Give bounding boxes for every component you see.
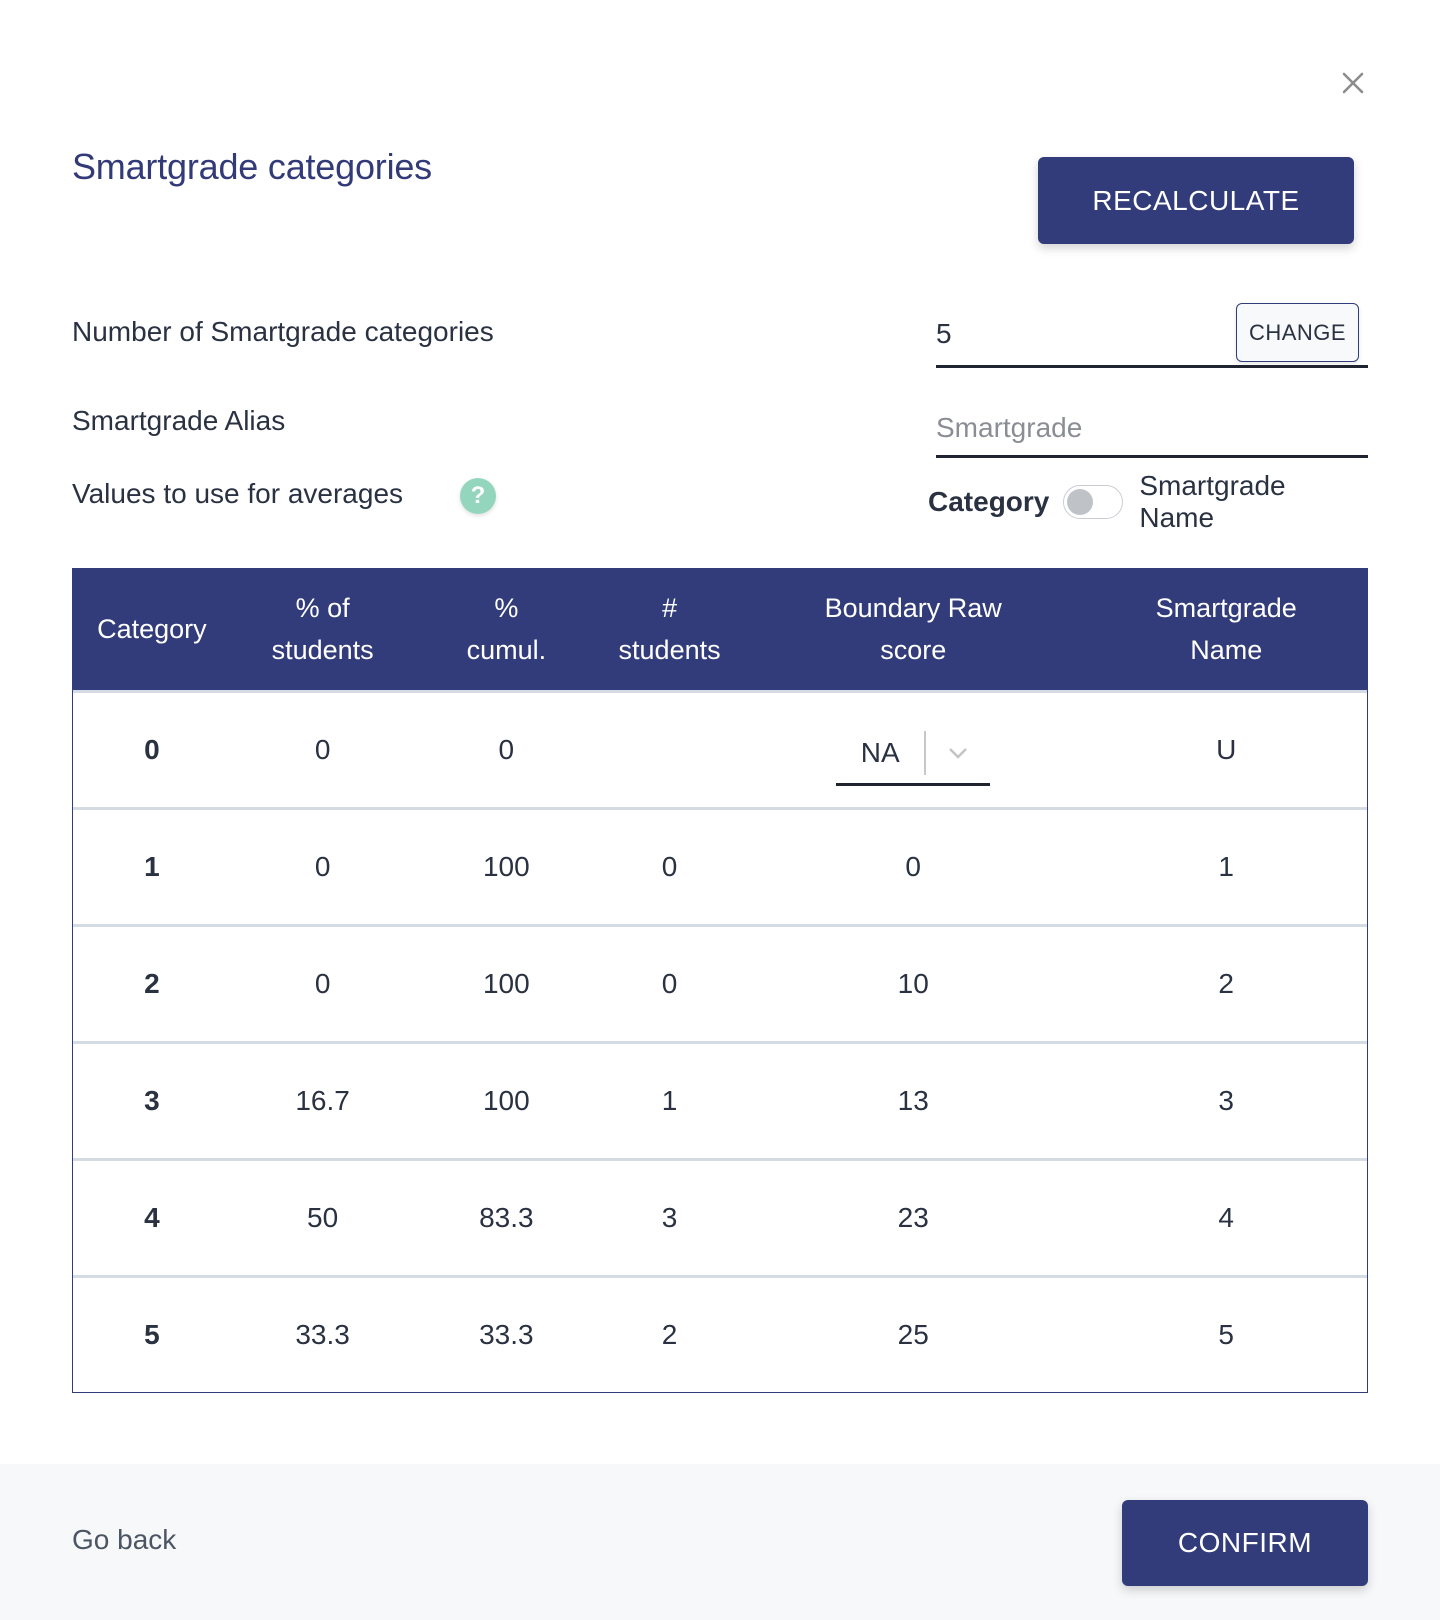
go-back-link[interactable]: Go back: [72, 1524, 177, 1555]
chevron-down-icon: [926, 746, 990, 760]
cell-num-students: 2: [661, 1319, 678, 1350]
cell-category: 2: [144, 968, 160, 999]
alias-input[interactable]: [936, 406, 1368, 450]
table-header: [73, 568, 1367, 690]
cell-pct-students: 33.3: [295, 1319, 350, 1350]
toggle-knob: [1067, 489, 1093, 515]
averages-toggle[interactable]: [1063, 485, 1123, 519]
cell-category: 1: [144, 851, 160, 882]
dialog-footer: [0, 1464, 1440, 1620]
cell-category: 5: [144, 1319, 160, 1350]
boundary-select-value: NA: [860, 736, 900, 768]
categories-table: [72, 568, 1368, 1393]
dialog-title: Smartgrade categories: [72, 146, 432, 187]
header-boundary-raw-score: Boundary Raw score: [824, 593, 1002, 665]
cell-smartgrade-name: 1: [1218, 851, 1234, 882]
cell-pct-cumul: 100: [482, 851, 530, 882]
cell-smartgrade-name: 2: [1218, 968, 1234, 999]
cell-pct-students: 50: [307, 1202, 339, 1233]
cell-pct-cumul: 0: [498, 734, 515, 765]
table-row: [73, 1275, 1367, 1392]
header-pct-students: % of students: [271, 593, 374, 665]
cell-boundary: 13: [897, 1085, 929, 1116]
cell-num-students: 0: [661, 968, 678, 999]
toggle-label-category: Category: [928, 486, 1050, 517]
cell-smartgrade-name: 4: [1218, 1202, 1234, 1233]
cell-category: 0: [144, 734, 160, 765]
cell-pct-cumul: 83.3: [479, 1202, 534, 1233]
cell-boundary: 10: [897, 968, 929, 999]
cell-num-students: 1: [661, 1085, 678, 1116]
cell-pct-cumul: 100: [482, 1085, 530, 1116]
cell-pct-cumul: 100: [482, 968, 530, 999]
table-row: [73, 690, 1367, 807]
num-categories-value: 5: [936, 318, 952, 349]
header-num-students: # students: [618, 593, 721, 665]
num-categories-label: Number of Smartgrade categories: [72, 316, 494, 347]
alias-field-container: [936, 400, 1368, 458]
confirm-button[interactable]: CONFIRM: [1122, 1500, 1368, 1586]
cell-pct-students: 0: [314, 851, 331, 882]
table-row: [73, 807, 1367, 924]
cell-num-students: 3: [661, 1202, 678, 1233]
cell-category: 3: [144, 1085, 160, 1116]
help-icon[interactable]: ?: [460, 478, 496, 514]
close-icon: [1338, 68, 1368, 98]
cell-smartgrade-name: U: [1216, 734, 1237, 765]
cell-pct-students: 16.7: [295, 1085, 350, 1116]
averages-toggle-row: [928, 470, 1368, 533]
cell-pct-cumul: 33.3: [479, 1319, 534, 1350]
table-row: [73, 924, 1367, 1041]
cell-category: 4: [144, 1202, 160, 1233]
header-pct-cumul: % cumul.: [466, 593, 547, 665]
cell-smartgrade-name: 3: [1218, 1085, 1234, 1116]
close-button[interactable]: [1338, 68, 1368, 98]
alias-label: Smartgrade Alias: [72, 405, 286, 436]
cell-pct-students: 0: [314, 734, 331, 765]
header-category: Category: [97, 614, 207, 644]
cell-boundary: [741, 718, 1085, 782]
averages-label: Values to use for averages: [72, 478, 404, 509]
table-row: [73, 1041, 1367, 1158]
recalculate-button[interactable]: RECALCULATE: [1038, 157, 1354, 244]
boundary-select[interactable]: [836, 722, 990, 786]
cell-smartgrade-name: 5: [1218, 1319, 1234, 1350]
cell-pct-students: 0: [314, 968, 331, 999]
change-button[interactable]: CHANGE: [1236, 303, 1359, 362]
cell-boundary: 0: [905, 851, 921, 882]
cell-num-students: 0: [661, 851, 678, 882]
table-row: [73, 1158, 1367, 1275]
header-smartgrade-name: Smartgrade Name: [1155, 593, 1297, 665]
toggle-label-smartgrade-name: Smartgrade Name: [1139, 470, 1286, 533]
cell-boundary: 25: [897, 1319, 929, 1350]
cell-boundary: 23: [897, 1202, 929, 1233]
